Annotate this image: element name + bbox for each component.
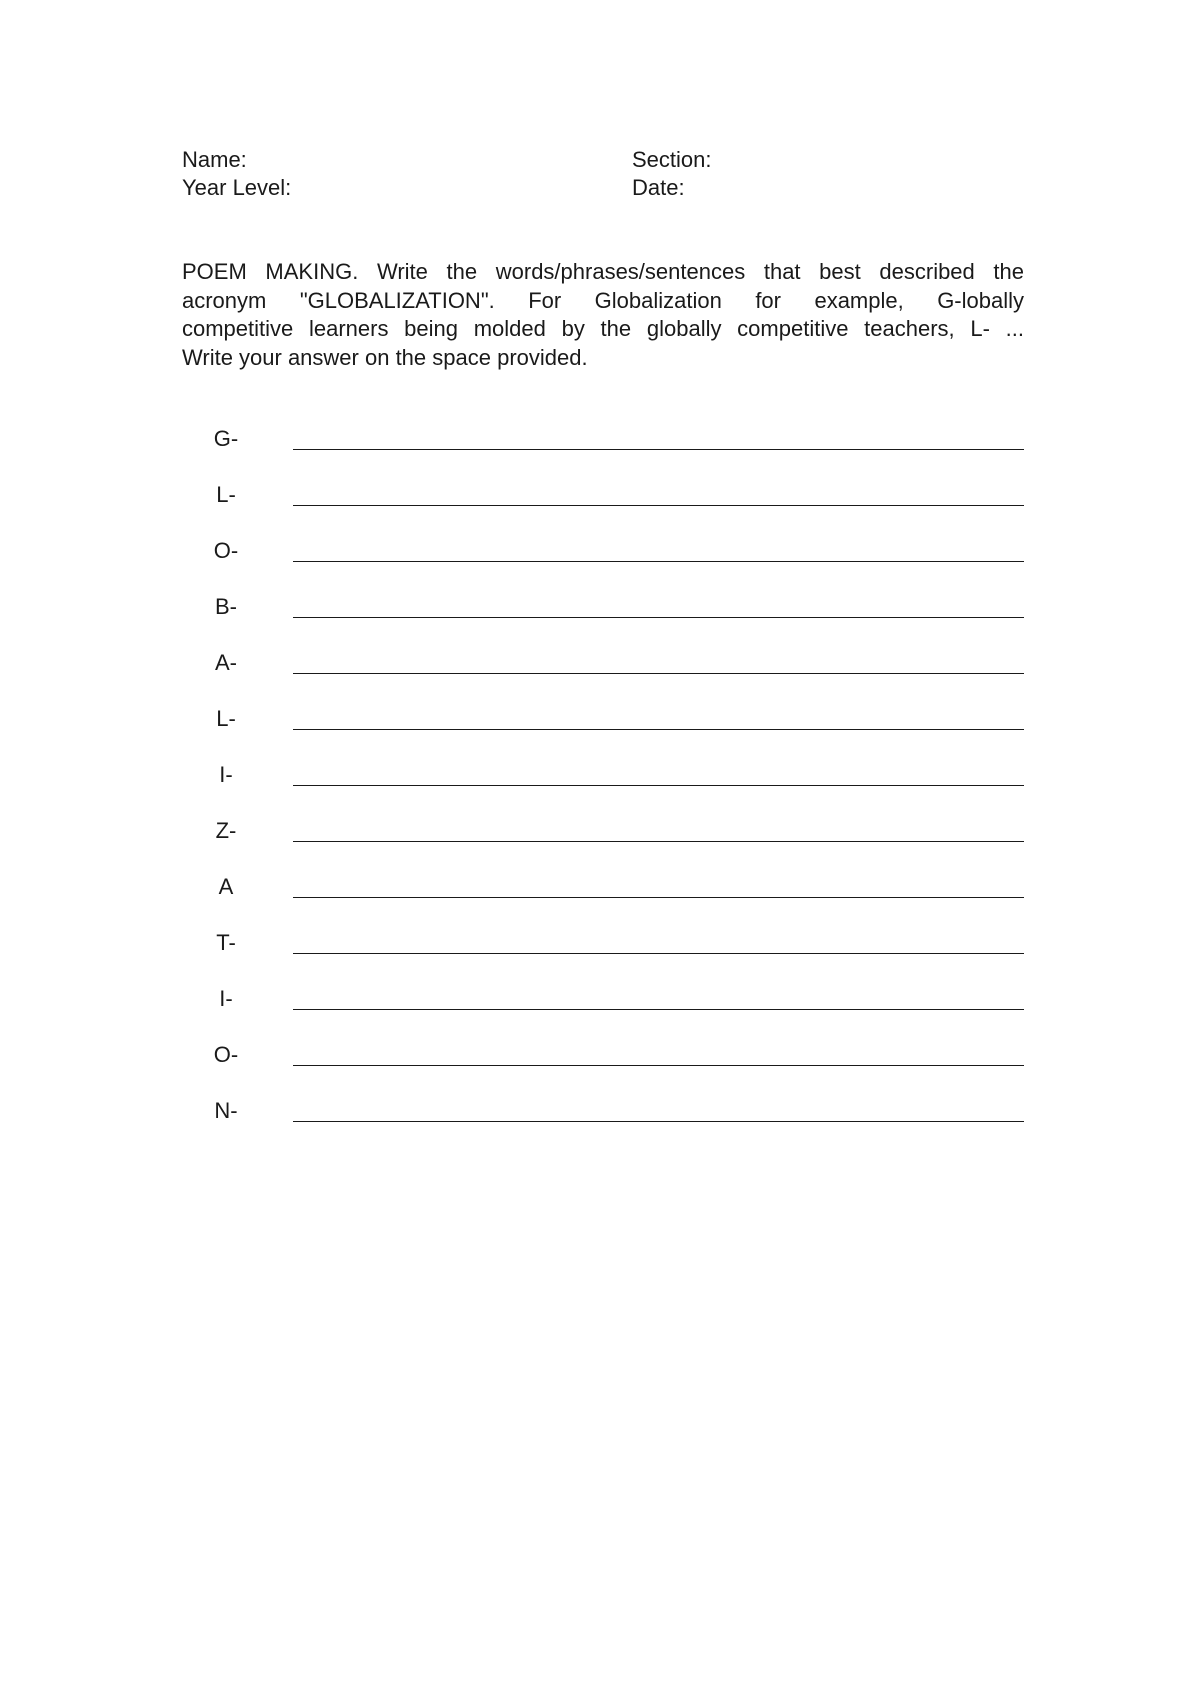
answer-blank-field[interactable] xyxy=(293,953,1024,954)
answer-letter: N- xyxy=(214,1098,238,1123)
answer-blank-field[interactable] xyxy=(293,673,1024,674)
instructions-line: POEM MAKING. Write the words/phrases/sentences that best described the xyxy=(182,259,1024,284)
answer-letter: B- xyxy=(215,594,237,619)
answer-blank-field[interactable] xyxy=(293,505,1024,506)
answer-letter: Z- xyxy=(215,818,237,843)
answer-blank-field[interactable] xyxy=(293,561,1024,562)
answer-letter: L- xyxy=(216,482,236,507)
answer-row xyxy=(0,590,1200,630)
name-label: Name: xyxy=(182,147,247,172)
instructions-line: Write your answer on the space provided. xyxy=(182,344,588,370)
answer-blank-field[interactable] xyxy=(293,897,1024,898)
date-label: Date: xyxy=(632,175,685,200)
instructions-line: competitive learners being molded by the globally competitive teachers, L- ... xyxy=(182,316,1024,341)
answer-row xyxy=(0,926,1200,966)
year-level-label: Year Level: xyxy=(182,175,292,200)
answer-row xyxy=(0,814,1200,854)
answer-row xyxy=(0,534,1200,574)
answer-letter: A- xyxy=(215,650,237,675)
answer-blank-field[interactable] xyxy=(293,1121,1024,1122)
answer-letter: O- xyxy=(213,538,239,563)
answer-letter: I- xyxy=(219,986,233,1011)
answer-blank-field[interactable] xyxy=(293,1065,1024,1066)
answer-row xyxy=(0,1094,1200,1134)
answer-letter: A xyxy=(218,874,234,899)
answer-blank-field[interactable] xyxy=(293,1009,1024,1010)
answer-letter: G- xyxy=(213,426,239,451)
answer-row xyxy=(0,1038,1200,1078)
instructions-line: acronym "GLOBALIZATION". For Globalization for example, G-lobally xyxy=(182,287,1024,313)
answer-blank-field[interactable] xyxy=(293,785,1024,786)
instructions-paragraph xyxy=(182,258,1024,372)
answer-letter: L- xyxy=(216,706,236,731)
answer-blank-field[interactable] xyxy=(293,449,1024,450)
answer-row xyxy=(0,870,1200,910)
section-label: Section: xyxy=(632,147,712,172)
answer-row xyxy=(0,982,1200,1022)
answer-row xyxy=(0,646,1200,686)
answer-row xyxy=(0,702,1200,742)
answer-letter: O- xyxy=(213,1042,239,1067)
answer-blank-field[interactable] xyxy=(293,617,1024,618)
answer-row xyxy=(0,422,1200,462)
answer-row xyxy=(0,478,1200,518)
answer-letter: T- xyxy=(216,930,236,955)
answer-letter: I- xyxy=(219,762,233,787)
answer-row xyxy=(0,758,1200,798)
answer-blank-field[interactable] xyxy=(293,841,1024,842)
answer-blank-field[interactable] xyxy=(293,729,1024,730)
